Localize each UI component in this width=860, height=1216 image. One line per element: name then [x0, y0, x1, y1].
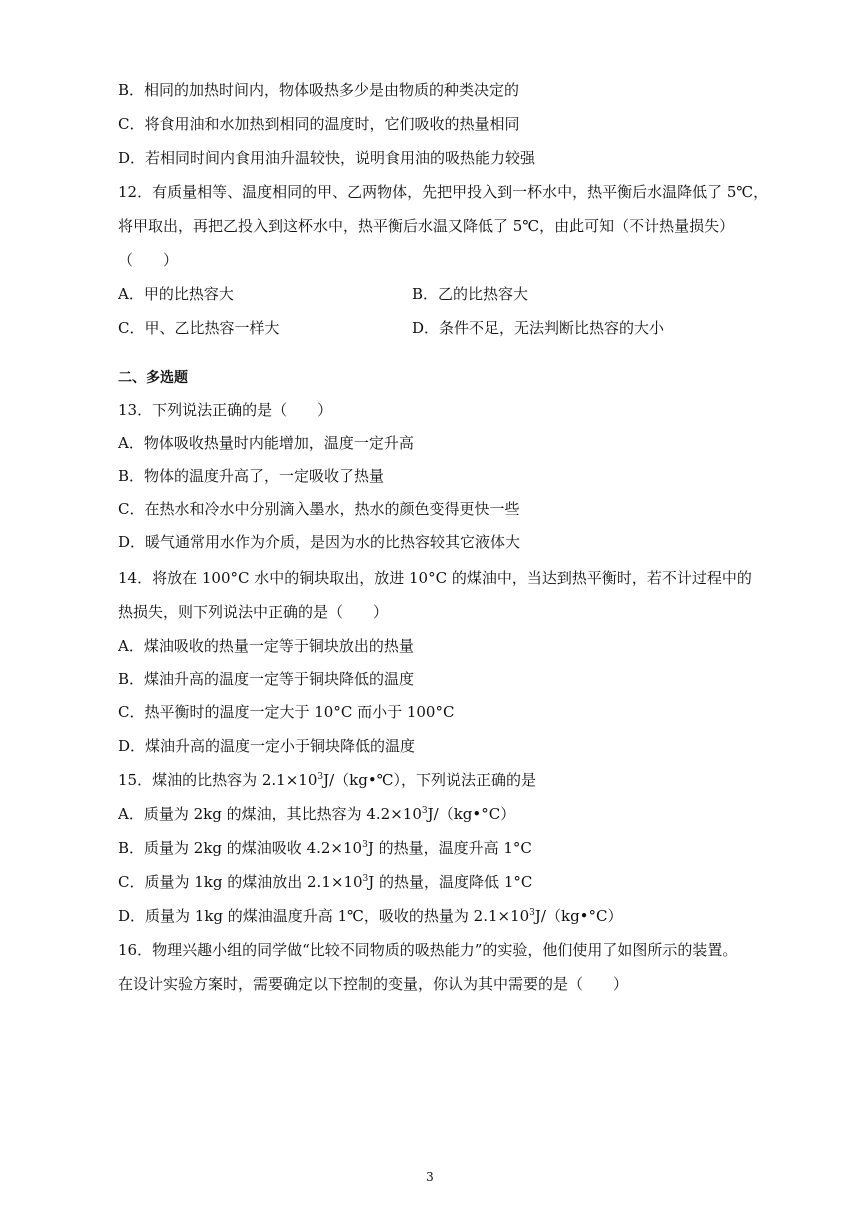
- q15-d-text-b: J/（kg•°C）: [534, 907, 623, 925]
- q15-a-text-b: J/（kg•°C）: [427, 805, 516, 823]
- q14-option-c: C．热平衡时的温度一定大于 10°C 而小于 100°C: [118, 703, 455, 721]
- q12-option-b: B．乙的比热容大: [412, 285, 529, 303]
- q12-stem-line2: 将甲取出，再把乙投入到这杯水中，热平衡后水温又降低了 5℃，由此可知（不计热量损失）: [118, 217, 735, 235]
- q12-option-c: C．甲、乙比热容一样大: [118, 319, 280, 337]
- q11-option-d: D．若相同时间内食用油升温较快，说明食用油的吸热能力较强: [118, 149, 536, 167]
- q15-a-exponent: 3: [421, 806, 428, 816]
- q15-b-text-b: J 的热量，温度升高 1°C: [367, 839, 532, 857]
- q13-option-d: D．暖气通常用水作为介质，是因为水的比热容较其它液体大: [118, 533, 521, 551]
- q15-stem-exponent: 3: [317, 772, 324, 782]
- q14-stem-line2: 热损失，则下列说法中正确的是（ ）: [118, 603, 389, 621]
- q14-option-a: A．煤油吸收的热量一定等于铜块放出的热量: [118, 637, 414, 655]
- q12-option-d: D．条件不足，无法判断比热容的大小: [412, 319, 665, 337]
- q15-stem: [118, 770, 536, 790]
- page-number: 3: [426, 1170, 434, 1184]
- q12-stem-line1: 12．有质量相等、温度相同的甲、乙两物体，先把甲投入到一杯水中，热平衡后水温降低了 5℃，: [118, 183, 769, 201]
- q15-option-b: [118, 838, 532, 858]
- q15-option-d: [118, 906, 623, 926]
- q15-option-a: [118, 804, 515, 824]
- q14-stem-line1: 14．将放在 100°C 水中的铜块取出，放进 10°C 的煤油中，当达到热平衡时，若不计过程中的: [118, 569, 752, 587]
- section-title-multiple-choice: 二、多选题: [118, 370, 188, 386]
- q15-c-exponent: 3: [362, 874, 369, 884]
- q15-b-text-a: B．质量为 2kg 的煤油吸收 4.2×10: [118, 839, 363, 857]
- q14-option-b: B．煤油升高的温度一定等于铜块降低的温度: [118, 670, 415, 688]
- q11-option-b: B．相同的加热时间内，物体吸热多少是由物质的种类决定的: [118, 81, 520, 99]
- q14-option-d: D．煤油升高的温度一定小于铜块降低的温度: [118, 737, 416, 755]
- q11-option-c: C．将食用油和水加热到相同的温度时，它们吸收的热量相同: [118, 115, 520, 133]
- q15-stem-text-b: J/（kg•℃），下列说法正确的是: [323, 771, 536, 789]
- q13-option-a: A．物体吸收热量时内能增加，温度一定升高: [118, 434, 414, 452]
- q16-stem-line2: 在设计实验方案时，需要确定以下控制的变量，你认为其中需要的是（ ）: [118, 975, 629, 993]
- q13-option-c: C．在热水和冷水中分别滴入墨水，热水的颜色变得更快一些: [118, 500, 520, 518]
- q15-c-text-a: C．质量为 1kg 的煤油放出 2.1×10: [118, 873, 363, 891]
- q15-d-text-a: D．质量为 1kg 的煤油温度升高 1℃，吸收的热量为 2.1×10: [118, 907, 530, 925]
- q13-option-b: B．物体的温度升高了，一定吸收了热量: [118, 467, 385, 485]
- q15-a-text-a: A．质量为 2kg 的煤油，其比热容为 4.2×10: [118, 805, 422, 823]
- q16-stem-line1: 16．物理兴趣小组的同学做“比较不同物质的吸热能力”的实验，他们使用了如图所示的装置。: [118, 941, 738, 959]
- q15-c-text-b: J 的热量，温度降低 1°C: [368, 873, 533, 891]
- q15-option-c: [118, 872, 532, 892]
- q12-option-a: A．甲的比热容大: [118, 285, 234, 303]
- q12-stem-line3: （ ）: [118, 251, 179, 269]
- q13-stem: 13．下列说法正确的是（ ）: [118, 401, 333, 419]
- q15-b-exponent: 3: [362, 840, 368, 850]
- q15-d-exponent: 3: [529, 908, 535, 918]
- q15-stem-text-a: 15．煤油的比热容为 2.1×10: [118, 771, 318, 789]
